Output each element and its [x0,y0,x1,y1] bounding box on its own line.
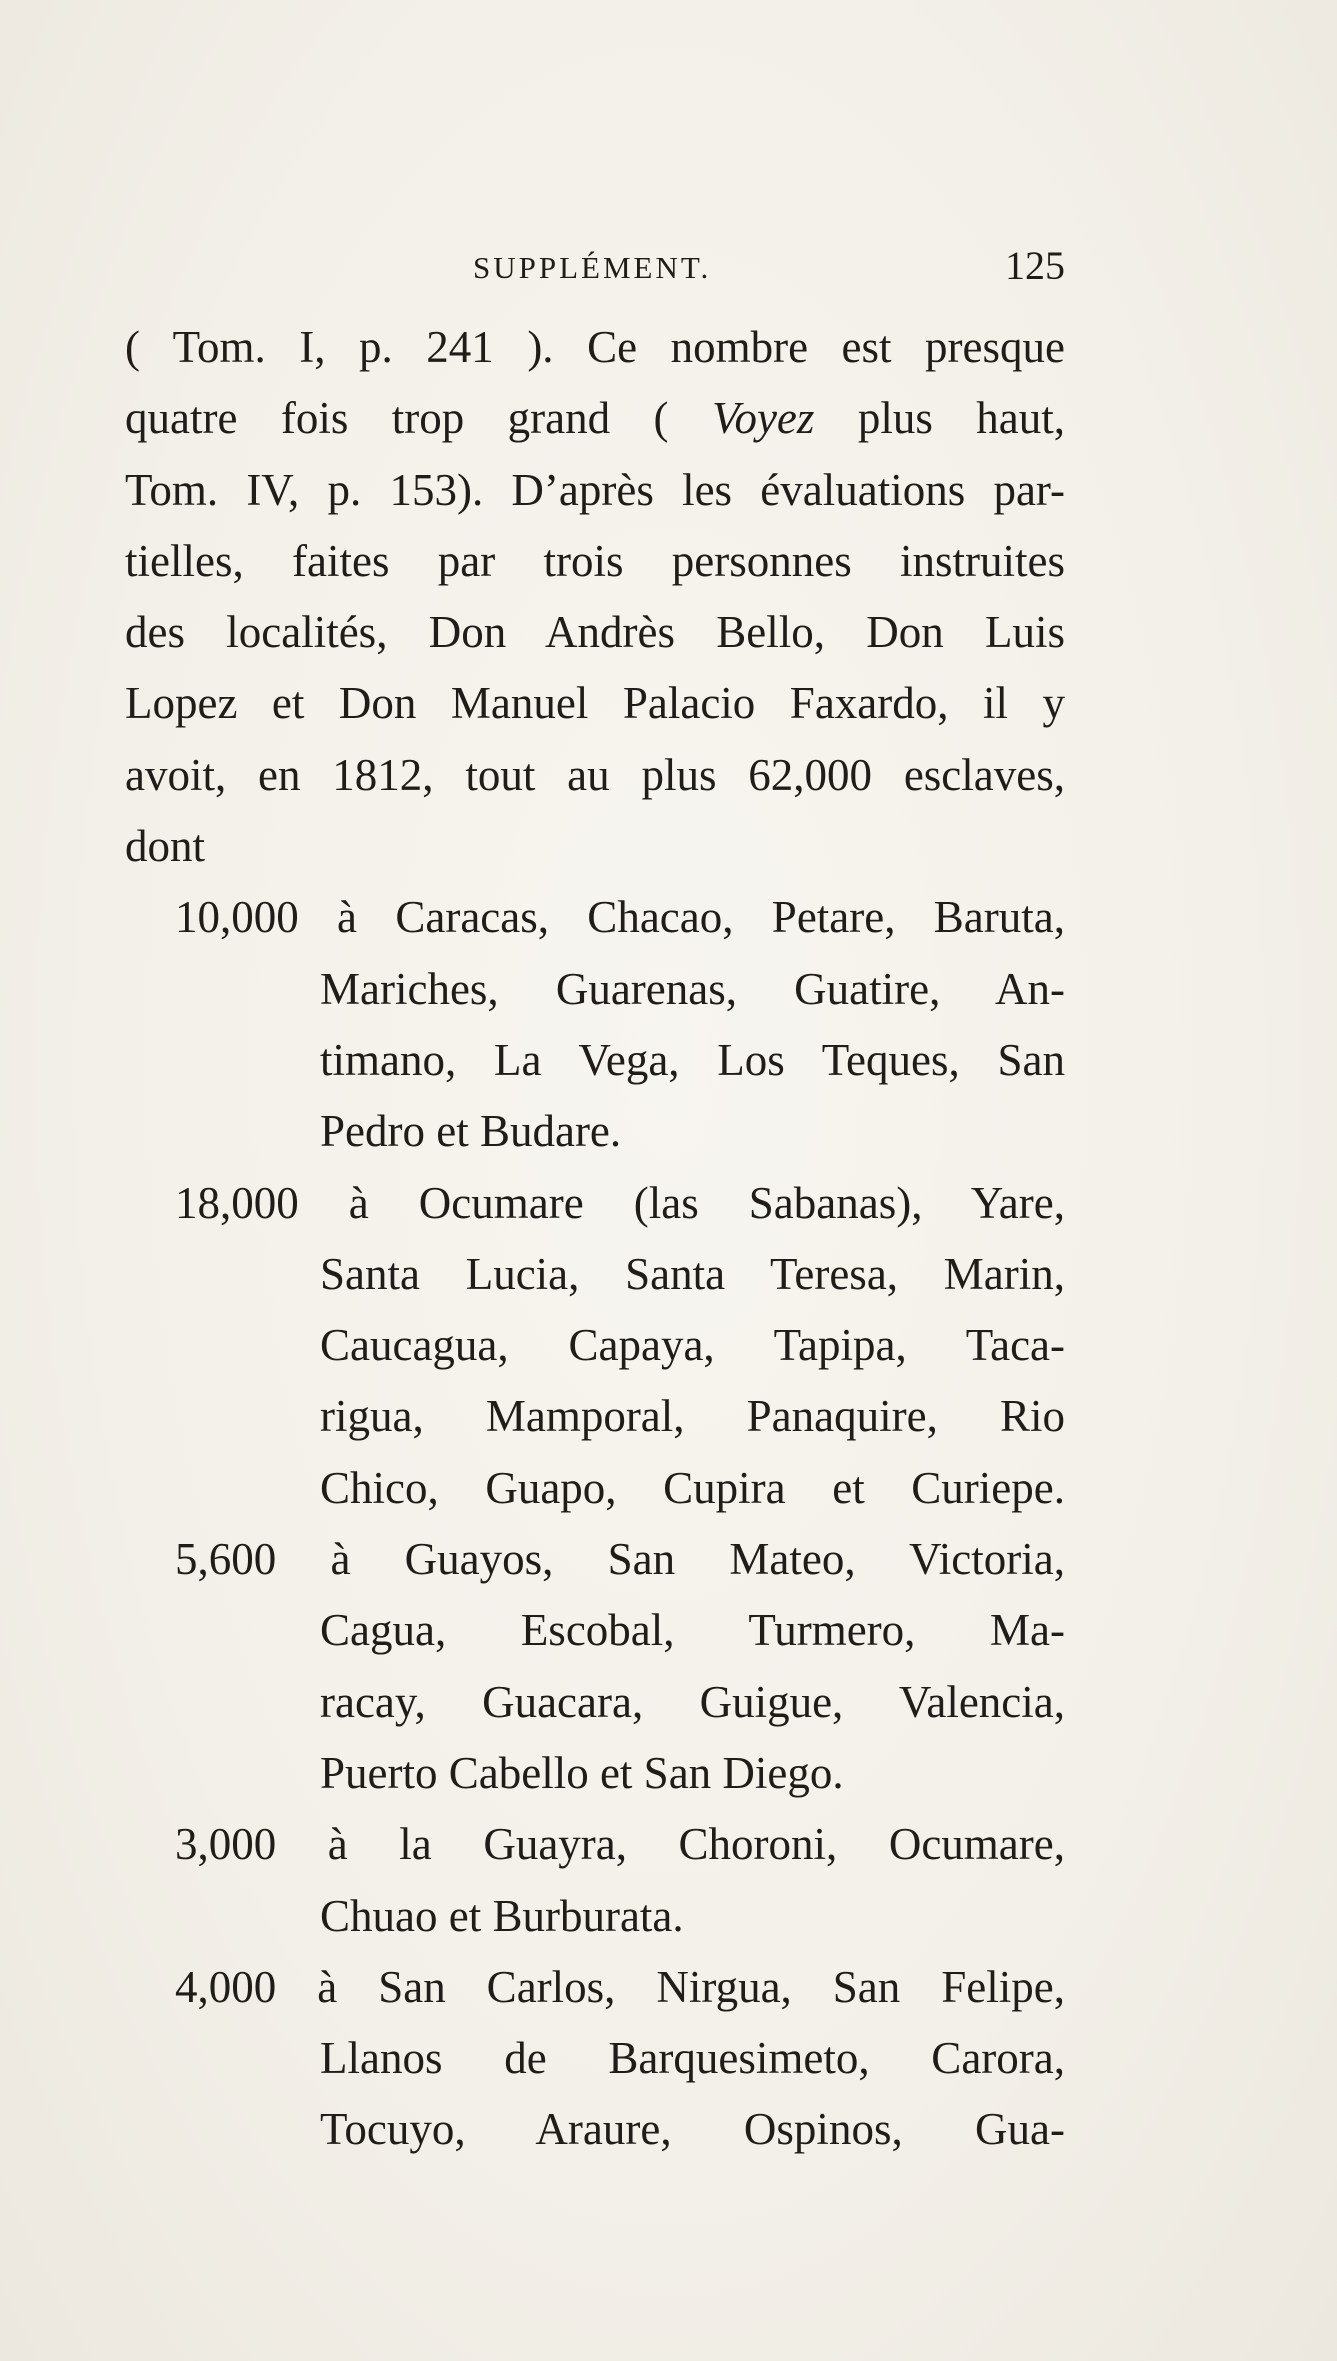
entry-line: 4,000 à San Carlos, Nirgua, San Felipe, [175,1961,1065,2012]
text-line: ( Tom. I, p. 241 ). Ce nombre est presque [125,322,1065,372]
entry-line: Puerto Cabello et San Diego. [320,1747,844,1798]
entry-line: Santa Lucia, Santa Teresa, Marin, [320,1248,1065,1299]
running-head [125,242,1065,292]
text-fragment: plus haut, [814,393,1065,444]
entry-line: racay, Guacara, Guigue, Valencia, [320,1676,1065,1727]
list-item [125,1952,1065,2166]
text-line [125,383,1065,454]
entry-line: 10,000 à Caracas, Chacao, Petare, Baruta, [175,892,1065,943]
body-text [125,312,1065,2166]
entry-line: Mariches, Guarenas, Guatire, An- [320,963,1065,1014]
running-title: SUPPLÉMENT. [473,250,712,285]
entry-line: Chuao et Burburata. [320,1890,684,1941]
entry-line: Chico, Guapo, Cupira et Curiepe. [320,1462,1065,1513]
entry-line: Pedro et Budare. [320,1106,622,1157]
entry-line: 3,000 à la Guayra, Choroni, Ocumare, [175,1819,1065,1870]
italic-word: Voyez [711,393,815,444]
entry-line: timano, La Vega, Los Teques, San [320,1034,1065,1085]
entry-line: 18,000 à Ocumare (las Sabanas), Yare, [175,1177,1065,1228]
text-line: Lopez et Don Manuel Palacio Faxardo, il y [125,678,1065,729]
entry-line: Cagua, Escobal, Turmero, Ma- [320,1605,1065,1656]
text-line: avoit, en 1812, tout au plus 62,000 esclaves, [125,749,1065,800]
text-fragment: quatre fois trop grand ( [125,393,712,444]
text-line: tielles, faites par trois personnes instruites [125,535,1065,586]
entry-line: 5,600 à Guayos, San Mateo, Victoria, [175,1534,1065,1585]
page-number: 125 [1005,243,1065,288]
entry-line: Tocuyo, Araure, Ospinos, Gua- [320,2104,1065,2155]
entry-line: Caucagua, Capaya, Tapipa, Taca- [320,1320,1065,1371]
text-line: Tom. IV, p. 153). D’après les évaluations par- [125,464,1065,515]
list-item [125,1524,1065,1809]
list-item [125,1168,1065,1524]
text-line: des localités, Don Andrès Bello, Don Luis [125,607,1065,658]
entry-line: Llanos de Barquesimeto, Carora, [320,2033,1065,2084]
entry-line: rigua, Mamporal, Panaquire, Rio [320,1391,1065,1442]
list-item [125,1809,1065,1952]
text-line: dont [125,821,206,872]
list-item [125,882,1065,1167]
